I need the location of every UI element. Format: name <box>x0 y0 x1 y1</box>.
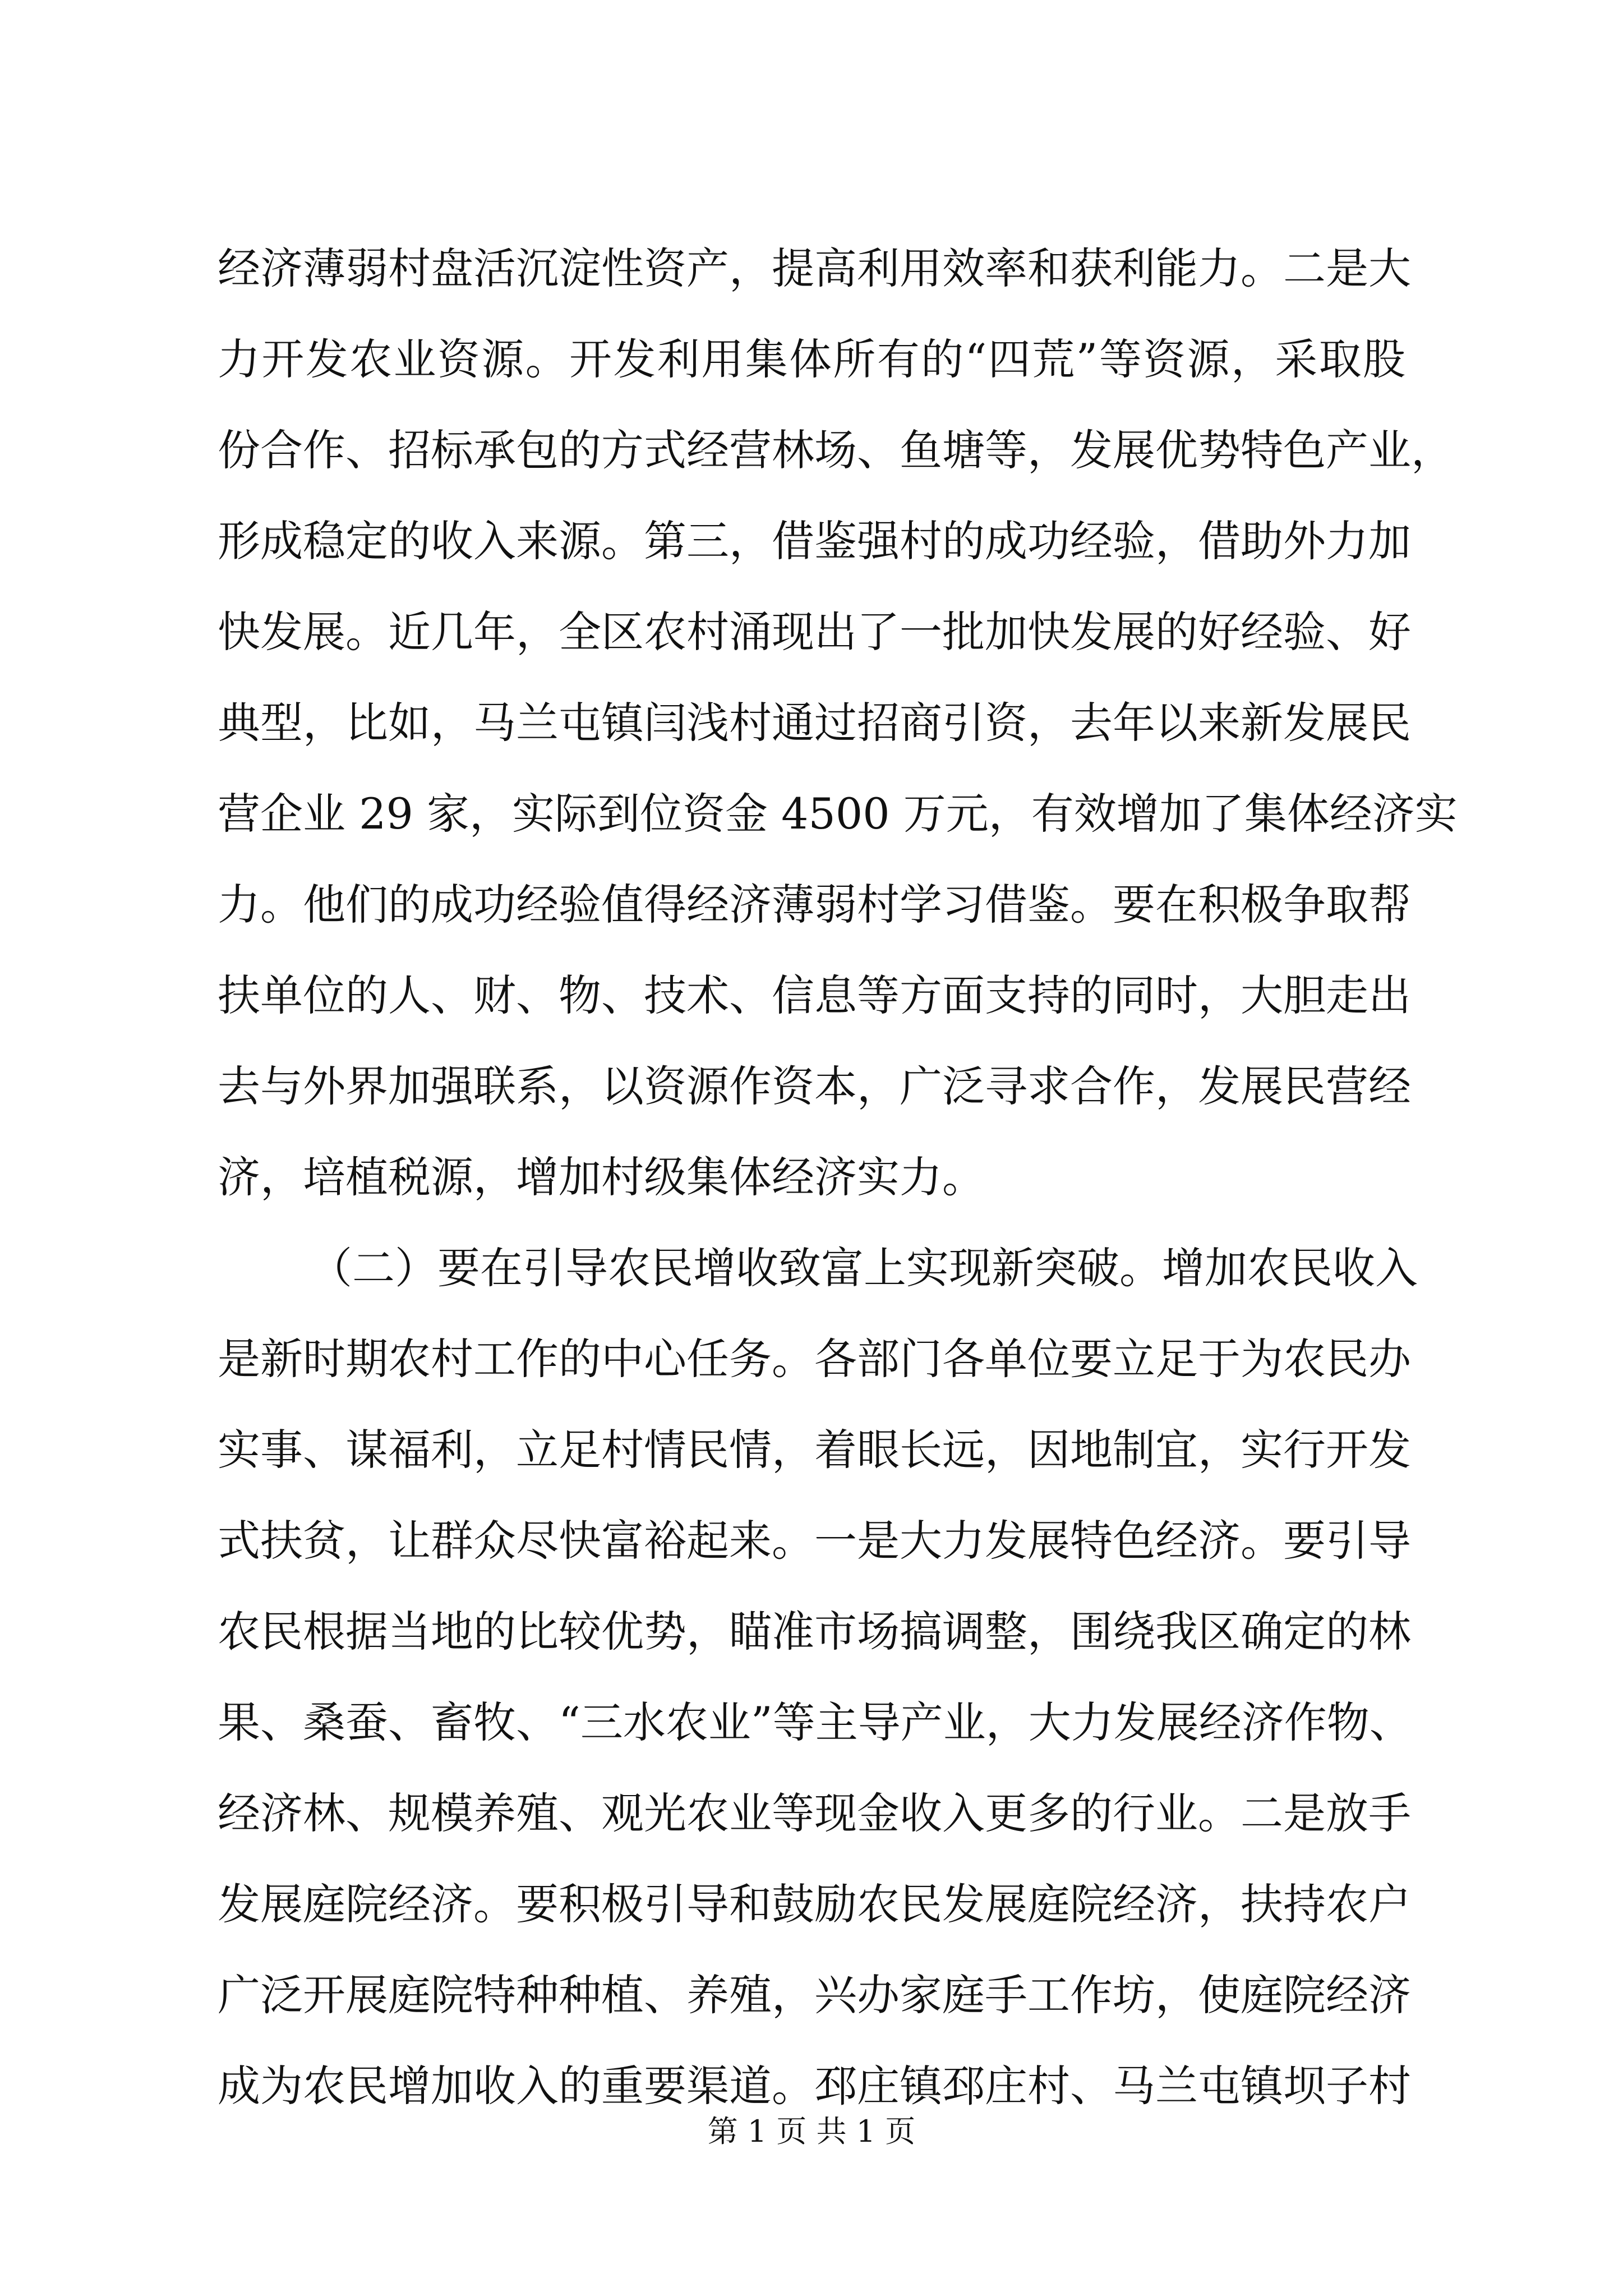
paragraph-start-line: （二）要在引导农民增收致富上实现新突破。增加农民收入 <box>310 1243 1418 1293</box>
text-line: 营企业 29 家，实际到位资金 4500 万元，有效增加了集体经济实 <box>218 789 1458 839</box>
text-line: 力。他们的成功经验值得经济薄弱村学习借鉴。要在积极争取帮 <box>218 880 1411 930</box>
text-line: 成为农民增加收入的重要渠道。邳庄镇邳庄村、马兰屯镇坝子村 <box>218 2061 1411 2111</box>
text-line: 典型，比如，马兰屯镇闫浅村通过招商引资，去年以来新发展民 <box>218 698 1411 748</box>
text-line: 济，培植税源，增加村级集体经济实力。 <box>218 1152 985 1202</box>
text-line: 份合作、招标承包的方式经营林场、鱼塘等，发展优势特色产业， <box>218 425 1454 475</box>
page-footer: 第 1 页 共 1 页 <box>707 2114 916 2149</box>
body-text <box>218 223 1458 2132</box>
text-line: 广泛开展庭院特种种植、养殖，兴办家庭手工作坊，使庭院经济 <box>218 1970 1411 2020</box>
text-line: 力开发农业资源。开发利用集体所有的“四荒”等资源，采取股 <box>218 334 1405 384</box>
text-line: 经济薄弱村盘活沉淀性资产，提高利用效率和获利能力。二是大 <box>218 243 1411 293</box>
text-line: 是新时期农村工作的中心任务。各部门各单位要立足于为农民办 <box>218 1334 1411 1384</box>
text-line: 经济林、规模养殖、观光农业等现金收入更多的行业。二是放手 <box>218 1788 1411 1838</box>
text-line: 式扶贫，让群众尽快富裕起来。一是大力发展特色经济。要引导 <box>218 1516 1411 1566</box>
text-line: 果、桑蚕、畜牧、“三水农业”等主导产业，大力发展经济作物、 <box>218 1697 1412 1747</box>
text-line: 快发展。近几年，全区农村涌现出了一批加快发展的好经验、好 <box>218 607 1411 657</box>
text-line: 去与外界加强联系，以资源作资本，广泛寻求合作，发展民营经 <box>218 1061 1411 1111</box>
text-line: 扶单位的人、财、物、技术、信息等方面支持的同时，大胆走出 <box>218 970 1411 1020</box>
text-line: 农民根据当地的比较优势，瞄准市场搞调整，围绕我区确定的林 <box>218 1607 1411 1657</box>
text-line: 形成稳定的收入来源。第三，借鉴强村的成功经验，借助外力加 <box>218 516 1411 566</box>
text-line: 发展庭院经济。要积极引导和鼓励农民发展庭院经济，扶持农户 <box>218 1879 1411 1929</box>
text-line: 实事、谋福利，立足村情民情，着眼长远，因地制宜，实行开发 <box>218 1425 1411 1475</box>
